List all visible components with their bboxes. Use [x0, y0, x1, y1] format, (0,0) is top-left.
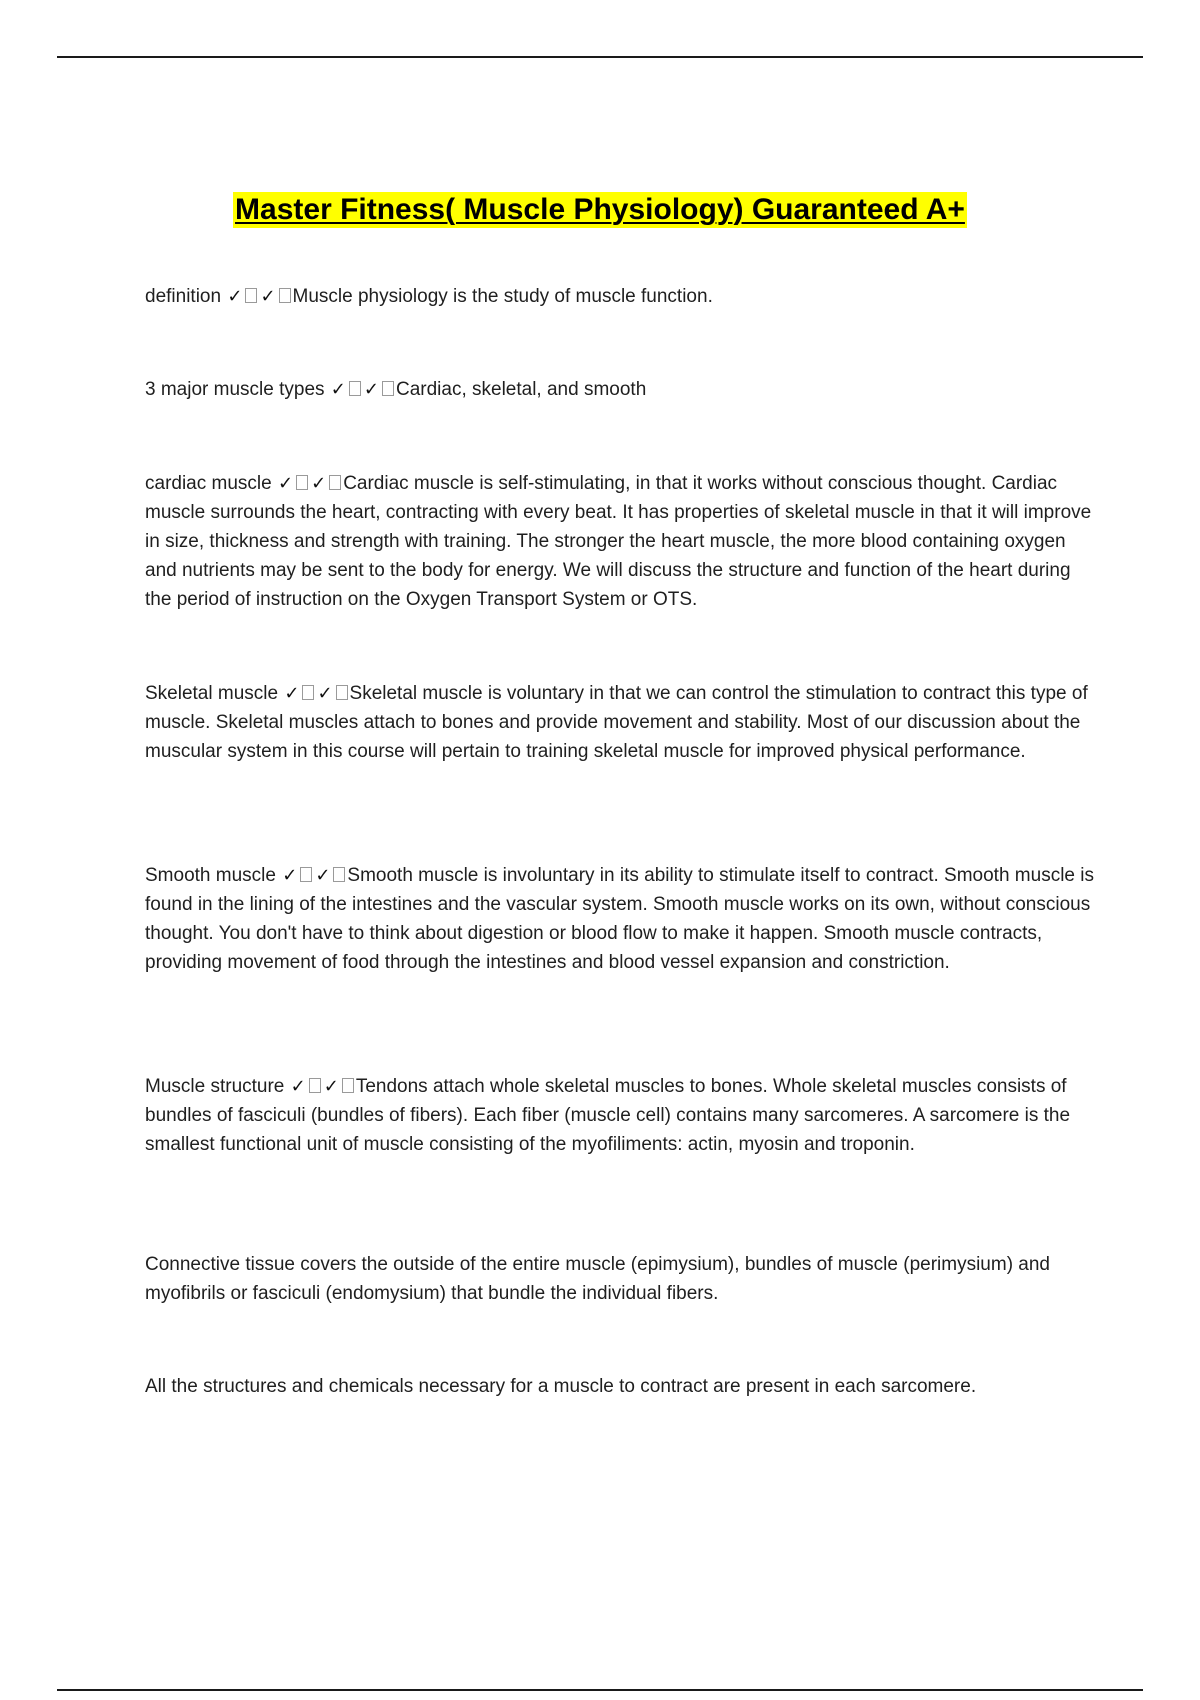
- missing-glyph-icon: [245, 288, 257, 303]
- missing-glyph-icon: [349, 381, 361, 396]
- missing-glyph-icon: [333, 867, 345, 882]
- check-icon: ✓: [363, 379, 379, 400]
- missing-glyph-icon: [309, 1078, 321, 1093]
- entry-term: 3 major muscle types: [145, 379, 325, 400]
- paragraph-connective-tissue: Connective tissue covers the outside of the entire muscle (epimysium), bundles of muscle (perimysium) and myofibrils or fasciculi (endomysium) that bundle the individual fibers.: [145, 1254, 1050, 1304]
- check-icon: ✓: [311, 473, 327, 494]
- missing-glyph-icon: [302, 685, 314, 700]
- check-icon: ✓: [227, 286, 243, 307]
- entry-answer: Cardiac, skeletal, and smooth: [395, 379, 647, 400]
- entry-term: cardiac muscle: [145, 473, 272, 494]
- entry-term: Muscle structure: [145, 1076, 285, 1097]
- entry-skeletal-muscle: [145, 679, 1095, 766]
- entry-answer: Tendons attach whole skeletal muscles to bones. Whole skeletal muscles consists of bundles of fasciculi (bundles of fibers). Each fiber (muscle cell) contains many sarcomeres. A sarcomere is the smallest functional unit of muscle consisting of the myofiliments: actin, myosin and troponin.: [145, 1076, 1071, 1155]
- missing-glyph-icon: [382, 381, 394, 396]
- check-icon: ✓: [278, 473, 294, 494]
- check-icon: ✓: [330, 379, 346, 400]
- entry-term: Smooth muscle: [145, 865, 276, 886]
- entry-answer: Smooth muscle is involuntary in its ability to stimulate itself to contract. Smooth muscle is found in the lining of the intestines and the vascular system. Smooth muscle works on its own, without conscious thought. You don't have to think about digestion or blood flow to make it happen. Smooth muscle contracts, providing movement of food through the intestines and blood vessel expansion and constriction.: [145, 865, 1094, 973]
- entry-definition: [145, 282, 1095, 311]
- entry-answer: Skeletal muscle is voluntary in that we can control the stimulation to contract this type of muscle. Skeletal muscles attach to bones and provide movement and stability. Most of our discussion about the muscular system in this course will pertain to training skeletal muscle for improved physical performance.: [145, 683, 1088, 762]
- entry-answer: Cardiac muscle is self-stimulating, in that it works without conscious thought. Cardiac muscle surrounds the heart, contracting with every beat. It has properties of skeletal muscle in that it will improve in size, thickness and strength with training. The stronger the heart muscle, the more blood containing oxygen and nutrients may be sent to the body for energy. We will discuss the structure and function of the heart during the period of instruction on the Oxygen Transport System or OTS.: [145, 473, 1092, 610]
- entry-cardiac-muscle: [145, 469, 1095, 614]
- entry-answer: Muscle physiology is the study of muscle function.: [292, 286, 713, 307]
- document-title: Master Fitness( Muscle Physiology) Guaranteed A+: [235, 193, 965, 226]
- missing-glyph-icon: [336, 685, 348, 700]
- header-rule: [57, 56, 1143, 58]
- footer-rule: [57, 1689, 1143, 1691]
- entry-muscle-structure: [145, 1072, 1095, 1159]
- title-container: [0, 192, 1200, 228]
- check-icon: ✓: [317, 683, 333, 704]
- entry-term: Skeletal muscle: [145, 683, 279, 704]
- check-icon: ✓: [282, 865, 298, 886]
- check-icon: ✓: [323, 1076, 339, 1097]
- check-icon: ✓: [260, 286, 276, 307]
- missing-glyph-icon: [300, 867, 312, 882]
- check-icon: ✓: [284, 683, 300, 704]
- missing-glyph-icon: [296, 475, 308, 490]
- entry-muscle-types: [145, 375, 1095, 404]
- check-icon: ✓: [290, 1076, 306, 1097]
- check-icon: ✓: [315, 865, 331, 886]
- missing-glyph-icon: [279, 288, 291, 303]
- missing-glyph-icon: [342, 1078, 354, 1093]
- paragraph-sarcomere: All the structures and chemicals necessary for a muscle to contract are present in each sarcomere.: [145, 1376, 977, 1397]
- entry-smooth-muscle: [145, 861, 1095, 977]
- entry-term: definition: [145, 286, 222, 307]
- missing-glyph-icon: [329, 475, 341, 490]
